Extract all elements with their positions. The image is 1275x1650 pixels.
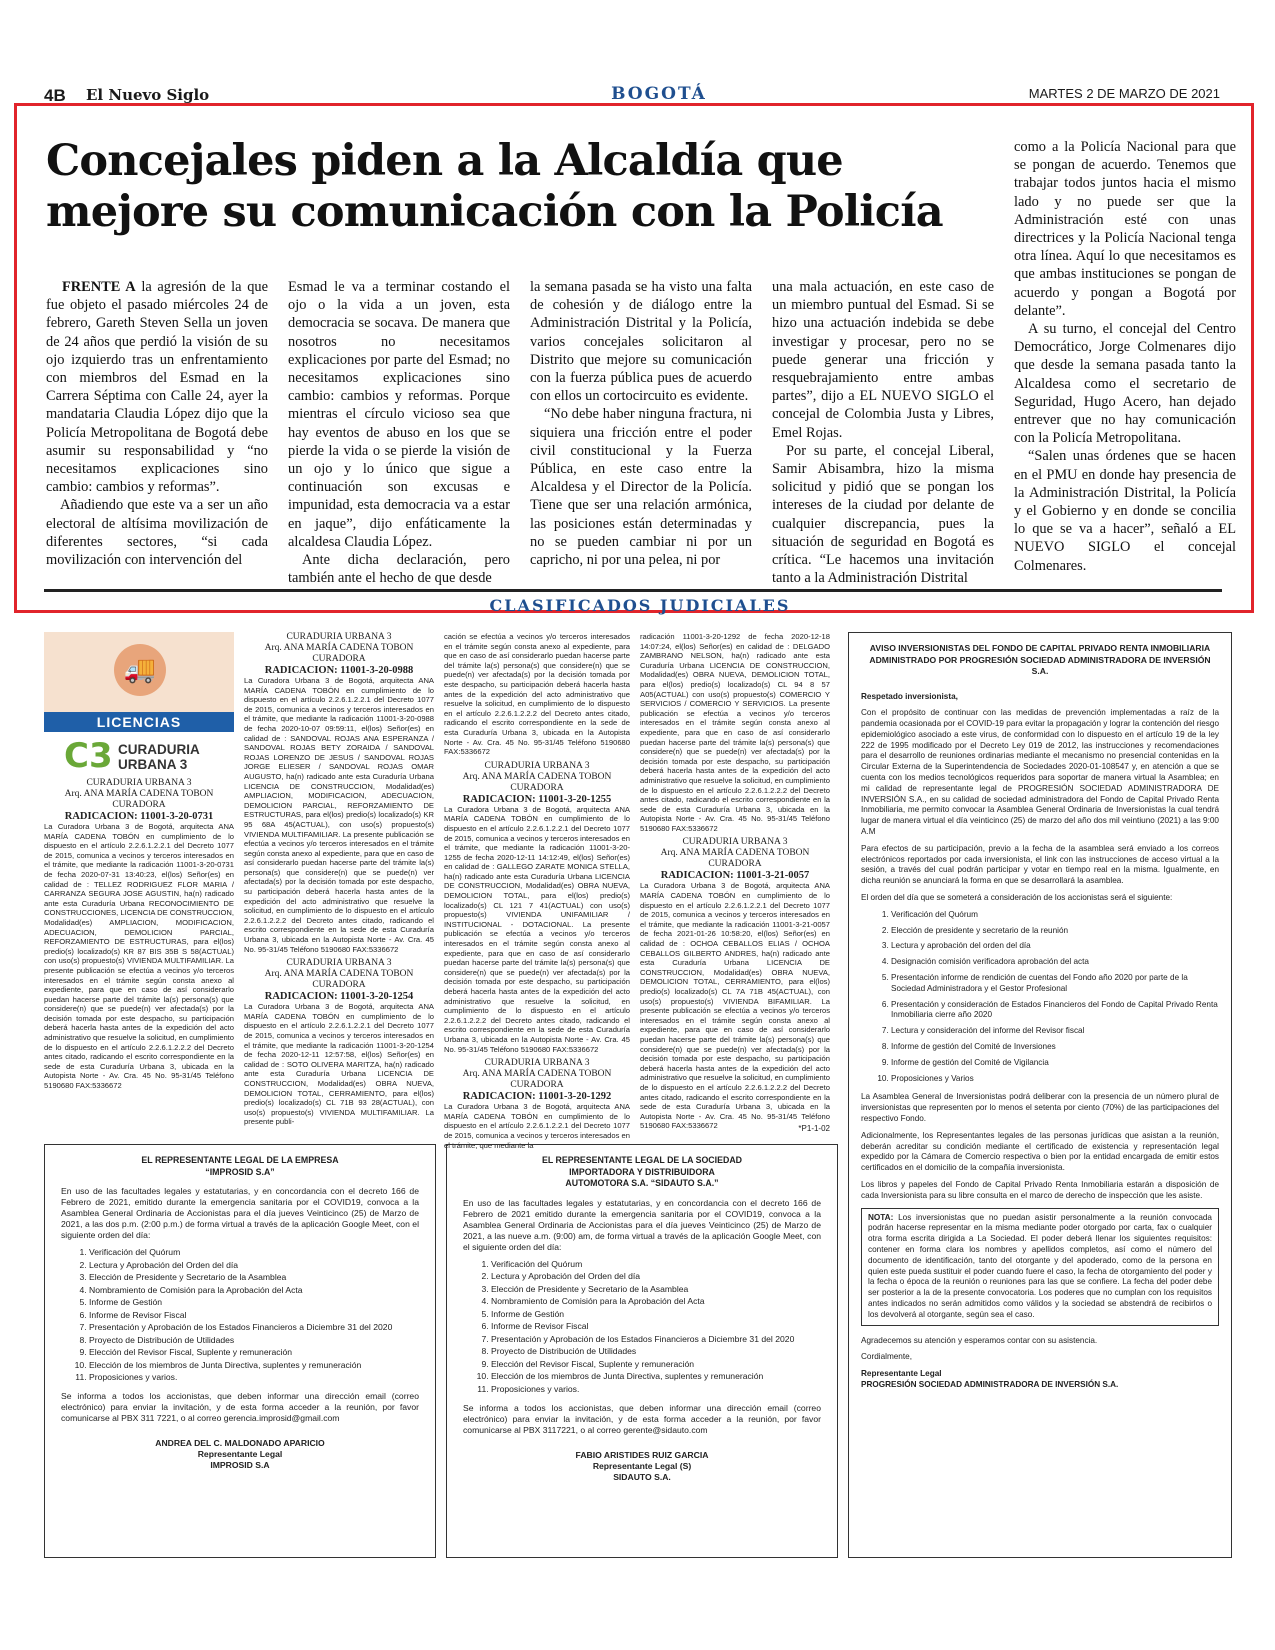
agenda-item: 1. Verificación del Quórum <box>491 1259 821 1270</box>
classified-heading: CURADURIA URBANA 3 <box>484 1058 590 1069</box>
lead-word: FRENTE A <box>62 279 136 295</box>
classified-heading: CURADORA <box>112 800 166 810</box>
classified-heading: CURADORA <box>708 859 762 870</box>
agenda-item: 6. Informe de Revisor Fiscal <box>89 1310 419 1321</box>
agenda-item: 4. Nombramiento de Comisión para la Aprobación del Acta <box>491 1296 821 1307</box>
agenda-item: 8. Proyecto de Distribución de Utilidades <box>89 1335 419 1346</box>
notice-closing: Se informa a todos los accionistas, que deben informar una dirección email (correo electrónico) para enviar la invitación, y de esta forma acceder a la reunión, por favor comunicarse al PBX 311 7221, o al correo gerencia.improsid@gmail.com <box>61 1391 419 1423</box>
notice-paragraph: Adicionalmente, los Representantes legales de las personas jurídicas que asistan a la reunión, deberán acreditar su condición mediante el certificado de existencia y representación legal expedido por la Cámara de Comercio respectiva o bien por la entidad encargada de emitir estos certificados en el domicilio de la compañía inversionista. <box>861 1130 1219 1173</box>
agenda-item: 3. Lectura y aprobación del orden del día <box>891 941 1219 952</box>
notice-progresion <box>848 632 1232 1558</box>
agenda-item: 5. Presentación informe de rendición de cuentas del Fondo año 2020 por parte de la Sociedad Administradora y el Gestor Profesional <box>891 973 1219 995</box>
article-paragraph: una mala actuación, en este caso de un miembro puntual del Esmad. Si se hizo una actuación indebida se debe investigar y procesar, pero no se puede generar una fricción y resquebrajamiento entre ambas partes”, dijo a EL NUEVO SIGLO el concejal de Colombia Justa y Libres, Emel Rojas. <box>772 279 994 441</box>
signer-role: Representante Legal <box>861 1369 942 1379</box>
classified-text: La Curadora Urbana 3 de Bogotá, arquitecta ANA MARÍA CADENA TOBÓN en cumplimiento de lo dispuesto en el artículo 2.2.6.1.2.2.1 del Decreto 1077 de 2015, comunica a vecinos y terceros interesados en el trámite, que mediante la radicación 11001-3-20-1254 de fecha 2020-12-11 12:57:58, el(los) Señor(es) en calidad de : SOTO OLIVERA MARITZA, ha(n) radicado ante esta Curaduría Urbana LICENCIA DE CONSTRUCCION, Modalidad(es) OBRA NUEVA, DEMOLICION TOTAL, CERRAMIENTO, para el(los) predio(s) localizado(s) CL 71B 93 28(ACTUAL), con uso(s) propuesto(s) VIVIENDA MULTIFAMILIAR. La presente publi- <box>244 1002 434 1127</box>
classified-radicacion: RADICACION: 11001-3-21-0057 <box>660 870 810 882</box>
notice-sidauto <box>446 1144 838 1558</box>
classified-heading: CURADORA <box>510 1080 564 1091</box>
article-paragraph: como a la Policía Nacional para que se pongan de acuerdo. Tenemos que trabajar todos juntos hacia el mismo lado y no puede ser que la Administración esté con unas directrices y la Policía Nacional tenga otra línea. Aquí lo que necesitamos es que ambas instituciones se pongan de acuerdo y pongan a Bogotá por delante”. <box>1014 139 1236 319</box>
agenda-item: 5. Informe de Gestión <box>491 1309 821 1320</box>
classified-heading: Arq. ANA MARÍA CADENA TOBON <box>64 789 214 799</box>
article-paragraph: Ante dicha declaración, pero también ante el hecho de que desde <box>288 552 510 587</box>
classified-heading: Arq. ANA MARÍA CADENA TOBON <box>264 969 414 980</box>
curaduria-logo-text <box>118 742 200 772</box>
article-paragraph: “Salen unas órdenes que se hacen en el PMU en donde hay presencia de la Administración Distrital, la Policía y el Gobierno y en donde se concilia lo que se va a hacer”, señaló a EL NUEVO SIGLO el concejal Colmenares. <box>1014 448 1236 574</box>
agenda-item: 10. Elección de los miembros de Junta Directiva, suplentes y remuneración <box>89 1360 419 1371</box>
notice-title: AUTOMOTORA S.A. “SIDAUTO S.A.” <box>565 1178 719 1188</box>
classified-heading: CURADORA <box>312 654 366 664</box>
notice-closing: Se informa a todos los accionistas, que deben informar una dirección email (correo electrónico) para enviar la invitación, y de esta forma acceder a la reunión, por favor comunicarse al PBX 3117221, o al correo gerente@sidauto.com <box>463 1402 821 1435</box>
article-column-2 <box>288 278 510 587</box>
section-name: BOGOTÁ <box>611 84 707 104</box>
classified-column-3 <box>444 632 630 1150</box>
notice-paragraph: El orden del día que se someterá a consideración de los accionistas será el siguiente: <box>861 893 1173 903</box>
page-number: 4B <box>44 86 66 105</box>
classified-column-4 <box>640 632 830 1132</box>
agenda-item: 6. Informe de Revisor Fiscal <box>491 1321 821 1332</box>
agenda-item: 11. Proposiciones y varios. <box>491 1384 821 1395</box>
signer-company: PROGRESIÓN SOCIEDAD ADMINISTRADORA DE INVERSIÓN S.A. <box>861 1379 1119 1389</box>
classified-heading: CURADURIA URBANA 3 <box>286 632 392 642</box>
agenda-item: 7. Presentación y Aprobación de los Estados Financieros a Diciembre 31 del 2020 <box>491 1334 821 1345</box>
agenda-item: 9. Elección del Revisor Fiscal, Suplente y remuneración <box>491 1359 821 1370</box>
agenda-item: 10. Elección de los miembros de Junta Directiva, suplentes y remuneración <box>491 1371 821 1382</box>
truck-icon: 🚚 <box>114 644 166 696</box>
classified-heading: CURADORA <box>312 980 366 991</box>
classified-heading: CURADURIA URBANA 3 <box>682 837 788 848</box>
agenda-item: 2. Elección de presidente y secretario de la reunión <box>891 926 1219 937</box>
classified-text: La Curadora Urbana 3 de Bogotá, arquitecta ANA MARÍA CADENA TOBÓN en cumplimiento de lo dispuesto en el artículo 2.2.6.1.2.2.1 del Decreto 1077 de 2015, comunica a vecinos y terceros interesados en el trámite, que mediante la radicación 11001-3-21-0057 de fecha 2021-01-26 10:58:20, el(los) Señor(es) en calidad de : OCHOA CEBALLOS ELIAS / OCHOA CEBALLOS GILBERTO ANDRES, ha(n) radicado ante esta Curaduría Urbana LICENCIA DE CONSTRUCCION, Modalidad(es) OBRA NUEVA, DEMOLICION TOTAL, CERRAMIENTO, para el(los) predio(s) localizado(s) CL 7A 71B 45(ACTUAL), con uso(s) propuesto(s) VIVIENDA BIFAMILIAR. La presente publicación se efectúa a vecinos y/o terceros interesados en el trámite según consta anexo al expediente, para que en caso de así considerarlo puedan hacerse parte del trámite la(s) persona(s) que considere(n) que se puede(n) ver afectada(s) por la decisión tomada por este despacho, su participación deberá hacerla hasta antes de la expedición del acto administrativo que resuelve la solicitud, en cumplimiento de lo dispuesto en el artículo 2.2.6.1.2.2.2 del Decreto antes citado, radicando el escrito correspondiente en la sede de esta Curaduría Urbana 3, ubicada en la Autopista Norte - Av. Cra. 45 No. 95-31/45 Teléfono 5190680 FAX:5336672 <box>640 881 830 1131</box>
signer-company: SIDAUTO S.A. <box>613 1471 671 1482</box>
agenda-item: 1. Verificación del Quórum <box>89 1247 419 1258</box>
signer-company: IMPROSID S.A <box>210 1460 270 1470</box>
agenda-item: 6. Presentación y consideración de Estados Financieros del Fondo de Capital Privado Renta Inmobiliaria cierre año 2020 <box>891 1000 1219 1022</box>
classified-column-2 <box>244 632 434 1132</box>
classified-heading: CURADURIA URBANA 3 <box>286 958 392 969</box>
signer-role: Representante Legal (S) <box>592 1460 692 1471</box>
notice-thanks: Agradecemos su atención y esperamos contar con su asistencia. <box>861 1335 1098 1345</box>
classified-text: La Curadora Urbana 3 de Bogotá, arquitecta ANA MARÍA CADENA TOBÓN en cumplimiento de lo dispuesto en el artículo 2.2.6.1.2.2.1 del Decreto 1077 de 2015, comunica a vecinos y terceros interesados en el trámite, que mediante la <box>444 1102 630 1150</box>
classified-heading: CURADORA <box>510 782 564 793</box>
classified-radicacion: RADICACION: 11001-3-20-1292 <box>462 1091 612 1103</box>
notice-paragraph: Para efectos de su participación, previo a la fecha de la asamblea será enviado a los correos electrónicos reportados por cada inversionista, el link con las instrucciones de acceso virtual a la sesión, a través del cual podrán participar y votar en tiempo real en la misma. Igualmente, en dicha reunión se anunciará la forma en que se desarrollará la asamblea. <box>861 843 1219 886</box>
classified-text: La Curadora Urbana 3 de Bogotá, arquitecta ANA MARÍA CADENA TOBÓN en cumplimiento de lo dispuesto en el artículo 2.2.6.1.2.2.1 del Decreto 1077 de 2015, comunica a vecinos y terceros interesados en el trámite, que mediante la radicación 11001-3-20-0988 de fecha 2020-10-07 09:59:11, el(los) Señor(es) en calidad de : SANDOVAL ROJAS ANA ESPERANZA / SANDOVAL ROJAS BETY ZORAIDA / SANDOVAL ROJAS LORENZO DE JESUS / SANDOVAL ROJAS JORGE ELIESER / SANDOVAL ROJAS OMAR AUGUSTO, ha(n) radicado ante esta Curaduría Urbana LICENCIA DE CONSTRUCCION, Modalidad(es) AMPLIACION, MODIFICACION, ADECUACION, DEMOLICION PARCIAL, REFORZAMIENTO DE ESTRUCTURAS, para el(los) predio(s) localizado(s) KR 95 68A 45(ACTUAL), con uso(s) propuesto(s) VIVIENDA MULTIFAMILIAR. La presente publicación se efectúa a vecinos y/o terceros interesados en el trámite según consta anexo al expediente, para que en caso de así considerarlo puedan hacerse parte del trámite la(s) persona(s) que considere(n) que se puede(n) ver afectada(s) por la decisión tomada por este despacho, su participación deberá hacerla hasta antes de la expedición del acto administrativo que resuelve la solicitud, en cumplimiento de lo dispuesto en el artículo 2.2.6.1.2.2.2 del Decreto antes citado, radicando el escrito correspondiente en la sede de esta Curaduría Urbana 3, ubicada en la Autopista Norte - Av. Cra. 45 No. 95-31/45 Teléfono 5190680 FAX:5336672 <box>244 676 434 954</box>
agenda-item: 3. Elección de Presidente y Secretario de la Asamblea <box>491 1284 821 1295</box>
agenda-item: 4. Nombramiento de Comisión para la Aprobación del Acta <box>89 1285 419 1296</box>
agenda-item: 1. Verificación del Quórum <box>891 910 1219 921</box>
article-column-3 <box>530 278 752 576</box>
signer-name: FABIO ARISTIDES RUIZ GARCIA <box>575 1449 709 1460</box>
article-paragraph: Añadiendo que este va a ser un año electoral de altísima movilización de diferentes sectores, “si cada movilización con intervención del <box>46 497 268 569</box>
logo-line: CURADURIA <box>118 742 200 757</box>
agenda-item: 4. Designación comisión verificadora aprobación del acta <box>891 957 1219 968</box>
article-paragraph: Esmad le va a terminar costando el ojo o la vida a un joven, esta democracia se socava. De manera que nosotros no necesitamos explicaciones por parte del Esmad; no necesitamos explicaciones sino cambio: cambios y reformas. Porque mientras el círculo vicioso sea que hay eventos de abuso en los que se pierde la vida o se pierde la visión de un ojo y lo único que sigue a continuación son excusas e impunidad, esta democracia va a estar en jaque”, dijo enfáticamente la alcaldesa Claudia López. <box>288 279 510 550</box>
article-column-5 <box>1014 138 1236 578</box>
notice-intro: En uso de las facultades legales y estatutarias, y en concordancia con el decreto 166 de Febrero de 2021 emitido durante la emergencia sanitaria por el COVID19, convoca a la Asamblea General Ordinaria de Accionistas para el día jueves Veinticinco (25) de Marzo de 2021, a las nueve a.m. (9:00) am, de forma virtual a través de la aplicación Google Meet, con el siguiente orden del día: <box>463 1197 821 1252</box>
agenda-item: 8. Informe de gestión del Comité de Inversiones <box>891 1042 1219 1053</box>
signer-role: Representante Legal <box>197 1449 283 1459</box>
classifieds-title: CLASIFICADOS JUDICIALES <box>489 596 791 615</box>
page-date: MARTES 2 DE MARZO DE 2021 <box>1028 86 1220 101</box>
logo-line: URBANA 3 <box>118 757 188 772</box>
note-label: NOTA: <box>868 1212 894 1222</box>
article-headline: Concejales piden a la Alcaldía que mejore su comunicación con la Policía <box>46 136 943 237</box>
article-paragraph: “No debe haber ninguna fractura, ni siquiera una fricción entre el poder civil constitucional y la Fuerza Pública, en este caso entre la Alcaldesa y el Director de la Policía. Tiene que ser una relación armónica, las posiciones están determinadas y no se pueden cambiar ni por un capricho, ni por una pelea, ni por <box>530 406 752 569</box>
article-paragraph: Por su parte, el concejal Liberal, Samir Abisambra, hizo la misma solicitud y pidió que se pongan los intereses de la ciudad por delante de cualquier discrepancia, pues la situación de seguridad en Bogotá es crítica. “Le hacemos una invitación tanto a la Administración Distrital <box>772 442 994 587</box>
section-divider <box>44 589 1222 592</box>
agenda-list <box>89 1247 419 1383</box>
notice-regards: Cordialmente, <box>861 1352 912 1362</box>
agenda-item: 9. Elección del Revisor Fiscal, Suplente y remuneración <box>89 1347 419 1358</box>
agenda-item: 5. Informe de Gestión <box>89 1297 419 1308</box>
curaduria-logo-icon: C3 <box>64 736 113 776</box>
classified-text: La Curadora Urbana 3 de Bogotá, arquitecta ANA MARÍA CADENA TOBÓN en cumplimiento de lo dispuesto en el artículo 2.2.6.1.2.2.1 del Decreto 1077 de 2015, comunica a vecinos y terceros interesados en el trámite, que mediante la radicación 11001-3-20-0731 de fecha 2020-07-31 13:40:23, el(los) Señor(es) en calidad de : TELLEZ RODRIGUEZ FLOR MARIA / CARRANZA SEGURA JOSE AGUSTIN, ha(n) radicado ante esta Curaduría Urbana RECONOCIMIENTO DE CONSTRUCCIONES, LICENCIA DE CONSTRUCCION, Modalidad(es) AMPLIACION, MODIFICACION, ADECUACION, DEMOLICION PARCIAL, REFORZAMIENTO DE ESTRUCTURAS, para el(los) predio(s) localizado(s) KR 87 BIS 35B S 58(ACTUAL) con uso(s) propuesto(s) VIVIENDA MULTIFAMILIAR. La presente publicación se efectúa a vecinos y/o terceros interesados en el trámite según consta anexo al expediente, para que en caso de así considerarlo puedan hacerse parte del trámite la(s) persona(s) que considere(n) que se puede(n) ver afectada(s) por la decisión tomada por este despacho, su participación deberá hacerla hasta antes de la expedición del acto administrativo que resuelve la solicitud, en cumplimiento de lo dispuesto en el artículo 2.2.6.1.2.2.2 del Decreto antes citado, radicando el escrito correspondiente en la sede de esta Curaduría Urbana 3, ubicada en la Autopista Norte - Av. Cra. 45 No. 95-31/45 Teléfono 5190680 FAX:5336672 <box>44 822 234 1091</box>
agenda-item: 9. Informe de gestión del Comité de Vigilancia <box>891 1058 1219 1069</box>
notice-title: EL REPRESENTANTE LEGAL DE LA EMPRESA <box>141 1155 339 1165</box>
notice-paragraph: La Asamblea General de Inversionistas podrá deliberar con la presencia de un número plural de inversionistas que representen por lo menos el setenta por ciento (70%) de las participaciones del respectivo Fondo. <box>861 1092 1219 1123</box>
notice-intro: En uso de las facultades legales y estatutarias, y en concordancia con el decreto 166 de Febrero de 2021, emitido durante la emergencia sanitaria por el COVID19, convoca a la Asamblea General Ordinaria de Accionistas para el día jueves Veinticinco (25) de Marzo de 2021, a las dos p.m. (2:00 p.m.) de forma virtual a través de la aplicación Google Meet, con el siguiente orden del día: <box>61 1186 419 1240</box>
note-box <box>861 1208 1219 1326</box>
notice-title: “IMPROSID S.A” <box>205 1166 275 1177</box>
classified-heading: Arq. ANA MARÍA CADENA TOBON <box>264 643 414 653</box>
classified-heading: Arq. ANA MARÍA CADENA TOBON <box>660 848 810 859</box>
agenda-item: 10. Proposiciones y Varios <box>891 1074 1219 1085</box>
classified-text: radicación 11001-3-20-1292 de fecha 2020-12-18 14:07:24, el(los) Señor(es) en calidad de : DELGADO ZAMBRANO NELSON, ha(n) radicado ante esta Curaduría Urbana LICENCIA DE CONSTRUCCION, Modalidad(es) OBRA NUEVA, DEMOLICION TOTAL, para el(los) predio(s) localizado(s) CL 94 8 57 A05(ACTUAL) con uso(s) propuesto(s) COMERCIO Y SERVICIOS / COMERCIO Y SERVICIOS. La presente publicación se efectúa a vecinos y/o terceros interesados en el trámite según consta anexo al expediente, para que en caso de así considerarlo puedan hacerse parte del trámite la(s) persona(s) que considere(n) que se puede(n) ver afectada(s) por la decisión tomada por este despacho, su participación deberá hacerla hasta antes de la expedición del acto administrativo que resuelve la solicitud, en cumplimiento de lo dispuesto en el artículo 2.2.6.1.2.2.2 del Decreto antes citado, radicando el escrito correspondiente en la sede de esta Curaduría Urbana 3, ubicada en la Autopista Norte - Av. Cra. 45 No. 95-31/45 Teléfono 5190680 FAX:5336672 <box>640 632 830 833</box>
masthead: El Nuevo Siglo <box>86 86 210 104</box>
classified-radicacion: RADICACION: 11001-3-20-1255 <box>462 793 612 805</box>
classified-radicacion: RADICACION: 11001-3-20-0731 <box>64 811 214 822</box>
article-paragraph: la semana pasada se ha visto una falta de cohesión y de diálogo entre la Administración Distrital y la Policía, varios concejales solicitaron al Distrito que mejore su comunicación con la fuerza pública pues de acuerdo con ellos un cortocircuito es evidente. <box>530 279 752 405</box>
notice-greeting: Respetado inversionista, <box>861 691 958 701</box>
classified-radicacion: RADICACION: 11001-3-20-0988 <box>264 665 414 676</box>
notice-improsid <box>44 1144 436 1558</box>
article-column-1 <box>46 278 268 576</box>
classified-text: La Curadora Urbana 3 de Bogotá, arquitecta ANA MARÍA CADENA TOBÓN en cumplimiento de lo dispuesto en el artículo 2.2.6.1.2.2.1 del Decreto 1077 de 2015, comunica a vecinos y terceros interesados en el trámite, que mediante la radicación 11001-3-20-1255 de fecha 2020-12-11 14:12:49, el(los) Señor(es) en calidad de : GALLEGO ZARATE MONICA STELLA, ha(n) radicado ante esta Curaduría Urbana LICENCIA DE CONSTRUCCION, Modalidad(es) OBRA NUEVA, DEMOLICION TOTAL, para el(los) predio(s) localizado(s) CL 121 7 41(ACTUAL) con uso(s) propuesto(s) VIVIENDA UNIFAMILIAR / INSTITUCIONAL - DOTACIONAL. La presente publicación se efectúa a vecinos y/o terceros interesados en el trámite según consta anexo al expediente, para que en caso de así considerarlo puedan hacerse parte del trámite la(s) persona(s) que considere(n) que se puede(n) ver afectada(s) por la decisión tomada por este despacho, su participación deberá hacerla hasta antes de la expedición del acto administrativo que resuelve la solicitud, en cumplimiento de lo dispuesto en el artículo 2.2.6.1.2.2.2 del Decreto antes citado, radicando el escrito correspondiente en la sede de esta Curaduría Urbana 3, ubicada en la Autopista Norte - Av. Cra. 45 No. 95-31/45 Teléfono 5190680 FAX:5336672 <box>444 804 630 1054</box>
classified-radicacion: RADICACION: 11001-3-20-1254 <box>264 991 414 1003</box>
article-column-4 <box>772 278 994 587</box>
signer-name: ANDREA DEL C. MALDONADO APARICIO <box>155 1438 325 1448</box>
licencias-image <box>44 632 234 712</box>
article-paragraph: A su turno, el concejal del Centro Democrático, Jorge Colmenares dijo que desde la semana pasada tanto la Alcaldesa como el secretario de Seguridad, Hugo Acero, han dejado entrever que no hay comunicación con la Policía Metropolitana. <box>1014 321 1236 447</box>
agenda-item: 2. Lectura y Aprobación del Orden del día <box>89 1260 419 1271</box>
note-text: Los inversionistas que no puedan asistir personalmente a la reunión convocada podrán hacerse representar en la misma mediante poder otorgado por carta, fax o cualquier otra forma escrita dirigida a La Sociedad. El poder deberá llenar los siguientes requisitos: contener en forma clara los nombres y apellidos completos, así como el número del documento de identificación, tanto del otorgante y del apoderado, como de la persona en quien este pueda sustituir el poder cuando fuere el caso, la fecha de otorgamiento del poder y la fecha o época de la reunión o reuniones para las que se confiere. La fecha del poder debe ser posterior a la de la presente convocatoria. Los poderes que no cumplan con los requisitos antes indicados no serán admitidos como válidos y la sociedad se abstendrá de recibirlos o los devolverá al otorgante, según sea el caso. <box>868 1212 1212 1319</box>
agenda-list <box>491 1259 821 1395</box>
classified-heading: CURADURIA URBANA 3 <box>484 760 590 771</box>
classified-text: cación se efectúa a vecinos y/o terceros interesados en el trámite según consta anexo al expediente, para que en caso de así considerarlo puedan hacerse parte del trámite la(s) persona(s) que considere(n) que se puede(n) ver afectada(s) por la decisión tomada por este despacho, su participación deberá hacerla hasta antes de la expedición del acto administrativo que resuelve la solicitud, en cumplimiento de lo dispuesto en el artículo 2.2.6.1.2.2.2 del Decreto antes citado, radicando el escrito correspondiente en la sede de esta Curaduría Urbana 3, ubicada en la Autopista Norte - Av. Cra. 45 No. 95-31/45 Teléfono 5190680 FAX:5336672 <box>444 632 630 757</box>
classified-heading: Arq. ANA MARÍA CADENA TOBON <box>462 1069 612 1080</box>
article-text: la agresión de la que fue objeto el pasado miércoles 24 de febrero, Gareth Steven Sella un joven de 24 años que perdió la visión de su ojo izquierdo tras un enfrentamiento con miembros del Esmad en la Carrera Séptima con Calle 24, ayer la mandataria Claudia López dijo que la Policía Metropolitana de Bogotá debe asumir su responsabilidad y “no necesitamos explicaciones sino cambio: cambios y reformas”. <box>46 279 268 496</box>
notice-paragraph: Con el propósito de continuar con las medidas de prevención implementadas a raíz de la pandemia ocasionada por el COVID-19 para evitar la propagación y lograr la contención del riesgo epidemiológico asociado a este virus, de conformidad con lo dispuesto en el artículo 19 de la ley 222 de 1995 modificado por el Decreto Ley 019 de 2012, las instrucciones y recomendaciones para el desarrollo de reuniones ordinarias mediante el mecanismo no presencial contenidas en la Circular Externa de la Superintendencia de Sociedades 2020-01-108547 y, en atención a que se cuenta con los medios tecnológicos requeridos para soportar de manera virtual la Asamblea; en mi calidad de representante legal de PROGRESIÓN SOCIEDAD ADMINISTRADORA DE INVERSIÓN S.A., en su calidad de sociedad administradora del Fondo de Capital Privado Renta Inmobiliaria, me permito convocar la Asamblea General Ordinaria de Inversionistas la cual tendrá lugar de manera virtual el día veinticinco (25) de marzo del año dos mil veintiuno (2021) a las 9:00 A.M <box>861 708 1219 837</box>
notice-title: IMPORTADORA Y DISTRIBUIDORA <box>569 1166 715 1177</box>
agenda-item: 2. Lectura y Aprobación del Orden del día <box>491 1271 821 1282</box>
agenda-item: 3. Elección de Presidente y Secretario de la Asamblea <box>89 1272 419 1283</box>
agenda-item: 7. Lectura y consideración del informe del Revisor fiscal <box>891 1026 1219 1037</box>
agenda-list <box>891 910 1219 1085</box>
notice-paragraph: Los libros y papeles del Fondo de Capital Privado Renta Inmobiliaria estarán a disposición de cada Inversionista para su libre consulta en el marco de derecho de inspección que les asiste. <box>861 1179 1219 1200</box>
classified-heading: Arq. ANA MARÍA CADENA TOBON <box>462 771 612 782</box>
agenda-item: 11. Proposiciones y varios. <box>89 1372 419 1383</box>
notice-title: AVISO INVERSIONISTAS DEL FONDO DE CAPITAL PRIVADO RENTA INMOBILIARIA ADMINISTRADO POR PROGRESIÓN SOCIEDAD ADMINISTRADORA DE INVERSIÓN S.A. <box>869 643 1211 676</box>
agenda-item: 8. Proyecto de Distribución de Utilidades <box>491 1346 821 1357</box>
agenda-item: 7. Presentación y Aprobación de los Estados Financieros a Diciembre 31 del 2020 <box>89 1322 419 1333</box>
classified-heading: CURADURIA URBANA 3 <box>86 778 192 788</box>
licencias-label: LICENCIAS <box>44 712 234 732</box>
classified-column-1 <box>44 778 234 1124</box>
notice-title: EL REPRESENTANTE LEGAL DE LA SOCIEDAD <box>541 1155 743 1165</box>
reference-code: *P1-1-02 <box>798 1124 830 1133</box>
